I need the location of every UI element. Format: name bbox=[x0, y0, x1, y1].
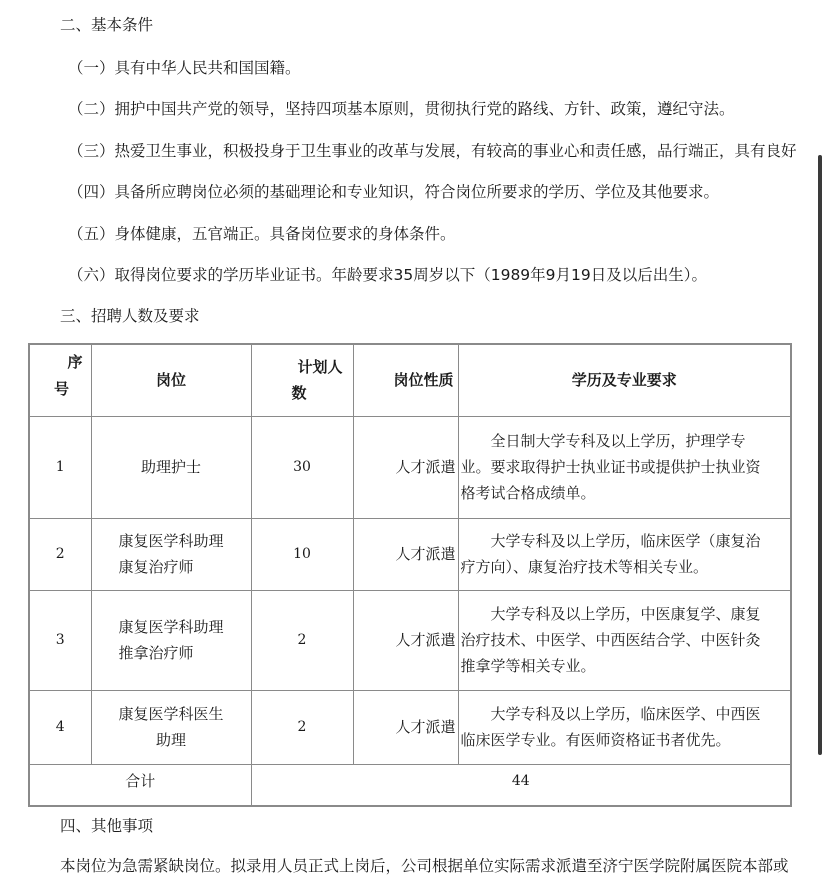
row-count: 10 bbox=[251, 518, 353, 590]
row-req-line: 大学专科及以上学历，中医康复学、康复 bbox=[490, 605, 761, 623]
header-no bbox=[29, 344, 91, 416]
condition-6: （六）取得岗位要求的学历毕业证书。年龄要求35周岁以下（1989年9月19日及以后出生）。 bbox=[68, 266, 708, 284]
row-req bbox=[458, 690, 791, 764]
header-nature: 岗位性质 bbox=[353, 344, 458, 416]
condition-3: （三）热爱卫生事业，积极投身于卫生事业的改革与发展，有较高的事业心和责任感，品行端正，具有良好 bbox=[68, 142, 797, 160]
section-title-recruit: 三、招聘人数及要求 bbox=[60, 307, 200, 325]
condition-1: （一）具有中华人民共和国国籍。 bbox=[68, 59, 301, 77]
header-no-line2: 号 bbox=[54, 380, 70, 398]
row-req-line: 业。要求取得护士执业证书或提供护士执业资 bbox=[460, 458, 761, 476]
row-count: 30 bbox=[251, 416, 353, 518]
table-row bbox=[29, 690, 791, 764]
section-title-basic: 二、基本条件 bbox=[60, 16, 154, 34]
row-nature: 人才派遣 bbox=[353, 590, 458, 690]
table-row bbox=[29, 518, 791, 590]
row-post-line: 康复医学科助理 bbox=[118, 532, 224, 550]
row-post bbox=[91, 690, 251, 764]
total-label: 合计 bbox=[29, 764, 251, 806]
row-nature: 人才派遣 bbox=[353, 416, 458, 518]
row-post bbox=[91, 416, 251, 518]
row-post bbox=[91, 590, 251, 690]
row-no: 2 bbox=[29, 518, 91, 590]
section-title-other: 四、其他事项 bbox=[60, 817, 154, 835]
row-nature: 人才派遣 bbox=[353, 690, 458, 764]
row-req-line: 临床医学专业。有医师资格证书者优先。 bbox=[460, 731, 731, 749]
row-count: 2 bbox=[251, 590, 353, 690]
condition-2: （二）拥护中国共产党的领导，坚持四项基本原则，贯彻执行党的路线、方针、政策，遵纪守法。 bbox=[68, 100, 735, 118]
row-no: 4 bbox=[29, 690, 91, 764]
row-post-line: 康复医学科助理 bbox=[118, 618, 224, 636]
row-req bbox=[458, 416, 791, 518]
header-no-line1: 序 bbox=[67, 353, 83, 371]
row-count: 2 bbox=[251, 690, 353, 764]
row-req bbox=[458, 590, 791, 690]
row-no: 1 bbox=[29, 416, 91, 518]
condition-4: （四）具备所应聘岗位必须的基础理论和专业知识，符合岗位所要求的学历、学位及其他要求。 bbox=[68, 183, 720, 201]
row-post-line: 助理 bbox=[155, 731, 186, 749]
header-req: 学历及专业要求 bbox=[458, 344, 791, 416]
row-post bbox=[91, 518, 251, 590]
total-value: 44 bbox=[251, 764, 791, 806]
row-req-line: 全日制大学专科及以上学历，护理学专 bbox=[490, 432, 746, 450]
row-no: 3 bbox=[29, 590, 91, 690]
table-total-row bbox=[29, 764, 791, 806]
row-req-line: 大学专科及以上学历，临床医学、中西医 bbox=[490, 705, 761, 723]
row-req-line: 格考试合格成绩单。 bbox=[460, 484, 596, 502]
recruitment-table bbox=[28, 343, 792, 807]
table-header-row bbox=[29, 344, 791, 416]
header-post: 岗位 bbox=[91, 344, 251, 416]
header-count-line1: 计划人 bbox=[297, 358, 343, 377]
header-count bbox=[251, 344, 353, 416]
row-req-line: 疗方向）、康复治疗技术等相关专业。 bbox=[460, 558, 709, 576]
row-req-line: 推拿学等相关专业。 bbox=[460, 657, 596, 675]
row-req-line: 治疗技术、中医学、中西医结合学、中医针灸 bbox=[460, 631, 761, 649]
row-post-line: 康复医学科医生 bbox=[118, 705, 224, 723]
table-row bbox=[29, 416, 791, 518]
table-row bbox=[29, 590, 791, 690]
vertical-scrollbar[interactable] bbox=[818, 155, 822, 755]
row-post-line: 推拿治疗师 bbox=[118, 644, 194, 662]
row-post-line: 助理护士 bbox=[140, 458, 201, 476]
header-count-line2: 数 bbox=[291, 384, 307, 403]
condition-5: （五）身体健康，五官端正。具备岗位要求的身体条件。 bbox=[68, 225, 456, 243]
row-req bbox=[458, 518, 791, 590]
row-post-line: 康复治疗师 bbox=[118, 558, 194, 576]
row-nature: 人才派遣 bbox=[353, 518, 458, 590]
row-req-line: 大学专科及以上学历，临床医学（康复治 bbox=[490, 532, 761, 550]
other-paragraph: 本岗位为急需紧缺岗位。拟录用人员正式上岗后，公司根据单位实际需求派遣至济宁医学院附属医院本部或 bbox=[60, 857, 789, 875]
